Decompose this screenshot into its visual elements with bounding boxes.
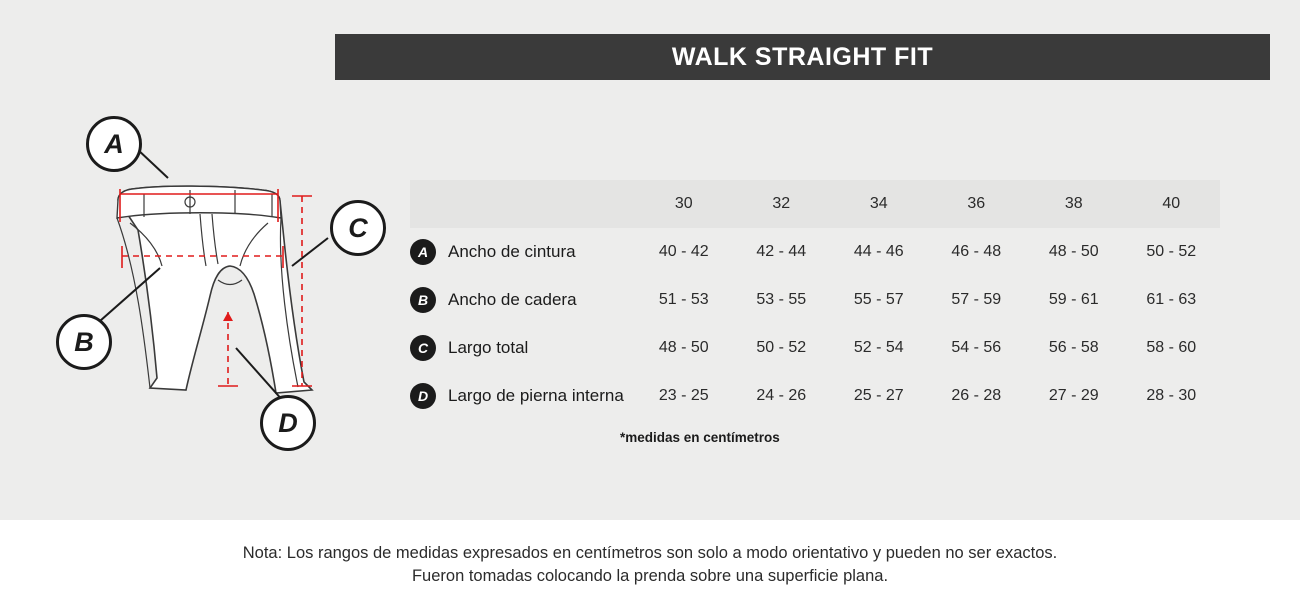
row-label-cell [410, 228, 635, 276]
cell-d-40: 28 - 30 [1146, 387, 1197, 404]
cell-d-36: 26 - 28 [951, 387, 1002, 404]
measurement-name: Ancho de cadera [448, 290, 577, 309]
table-header-row [410, 180, 1220, 228]
unit-note: *medidas en centímetros [620, 430, 780, 445]
table-row [410, 372, 1220, 420]
badge-d-icon: D [410, 383, 436, 409]
table-row [410, 228, 1220, 276]
measurement-name: Largo de pierna interna [448, 386, 624, 405]
measurement-name: Largo total [448, 338, 529, 357]
cell-b-30: 51 - 53 [658, 291, 709, 308]
table-row [410, 324, 1220, 372]
cell-b-34: 55 - 57 [853, 291, 904, 308]
badge-b-icon: B [410, 287, 436, 313]
cell-d-34: 25 - 27 [853, 387, 904, 404]
measurements-table [410, 180, 1220, 420]
callout-b: B [56, 314, 112, 370]
cell-c-30: 48 - 50 [658, 339, 709, 356]
page-title: WALK STRAIGHT FIT [671, 42, 934, 71]
footer-note [0, 520, 1300, 609]
cell-b-40: 61 - 63 [1146, 291, 1197, 308]
garment-illustration [40, 90, 420, 480]
cell-a-30: 40 - 42 [658, 243, 709, 260]
cell-a-34: 44 - 46 [853, 243, 904, 260]
cell-d-30: 23 - 25 [658, 387, 709, 404]
cell-a-38: 48 - 50 [1048, 243, 1099, 260]
callout-c: C [330, 200, 386, 256]
size-header-40: 40 [1123, 180, 1221, 228]
cell-b-36: 57 - 59 [951, 291, 1002, 308]
callout-d: D [260, 395, 316, 451]
size-header-38: 38 [1025, 180, 1123, 228]
badge-a-icon: A [410, 239, 436, 265]
cell-c-34: 52 - 54 [853, 339, 904, 356]
cell-c-38: 56 - 58 [1048, 339, 1099, 356]
size-header-34: 34 [830, 180, 928, 228]
cell-b-32: 53 - 55 [756, 291, 807, 308]
cell-d-32: 24 - 26 [756, 387, 807, 404]
table-row [410, 276, 1220, 324]
badge-c-icon: C [410, 335, 436, 361]
title-bar [335, 34, 1270, 80]
cell-a-32: 42 - 44 [756, 243, 807, 260]
measurements-table-wrapper [410, 180, 1230, 445]
footer-note-line-1: Nota: Los rangos de medidas expresados en centímetros son solo a modo orientativo y pueden no ser exactos. [242, 543, 1058, 562]
row-label-cell [410, 324, 635, 372]
size-header-30: 30 [635, 180, 733, 228]
row-label-cell [410, 372, 635, 420]
cell-b-38: 59 - 61 [1048, 291, 1099, 308]
callout-a: A [86, 116, 142, 172]
size-header-32: 32 [733, 180, 831, 228]
waistband [117, 186, 281, 218]
table-corner-header [410, 180, 635, 228]
measurement-name: Ancho de cintura [448, 242, 576, 261]
cell-d-38: 27 - 29 [1048, 387, 1099, 404]
cell-c-32: 50 - 52 [756, 339, 807, 356]
cell-a-36: 46 - 48 [951, 243, 1002, 260]
cell-c-40: 58 - 60 [1146, 339, 1197, 356]
row-label-cell [410, 276, 635, 324]
cell-c-36: 54 - 56 [951, 339, 1002, 356]
size-header-36: 36 [928, 180, 1026, 228]
footer-note-line-2: Fueron tomadas colocando la prenda sobre una superficie plana. [411, 566, 889, 585]
cell-a-40: 50 - 52 [1146, 243, 1197, 260]
